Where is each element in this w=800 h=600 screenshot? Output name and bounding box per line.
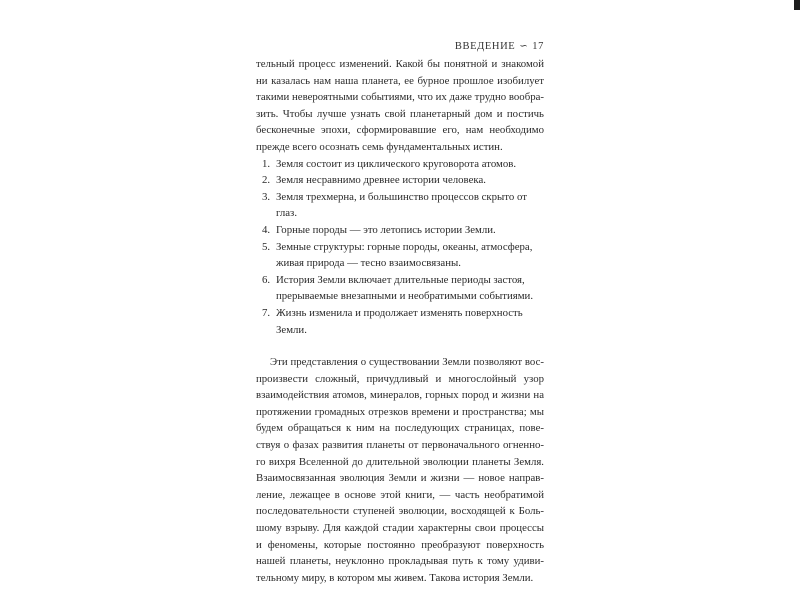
list-item-number: 1. [262, 157, 271, 170]
list-item [256, 222, 544, 239]
list-item-number: 6. [262, 273, 271, 286]
list-item [256, 305, 544, 338]
running-header [256, 40, 544, 56]
list-item-number: 7. [262, 306, 271, 319]
list-item-number: 5. [262, 240, 271, 253]
list-item [256, 272, 544, 305]
fundamental-truths-list [256, 156, 544, 339]
list-item [256, 156, 544, 173]
section-title: ВВЕДЕНИЕ [454, 41, 516, 52]
intro-paragraph: тельный процесс изменений. Какой бы понятной и знакомой ни казалась нам наша планета, ее бурное прошлое изобилует такими невероятными событиями, что их даже трудно вообразить. Чтобы лучше узнать свой планетарный дом и постичь бесконечные эпохи, сформировавшие его, нам необходимо прежде всего осознать семь фундаментальных истин. [256, 58, 544, 153]
list-item [256, 239, 544, 272]
list-item-text: Земные структуры: горные породы, океаны, атмосфера, живая природа — тесно взаимосвязаны. [276, 240, 533, 270]
list-item-text: Земля несравнимо древнее истории человека. [276, 174, 486, 187]
page-edge-mark [794, 0, 800, 10]
list-item [256, 172, 544, 189]
list-item-text: Земля трехмерна, и большинство процессов скрыто от глаз. [276, 190, 527, 220]
list-item-text: Земля состоит из циклического круговорота атомов. [276, 157, 517, 170]
main-paragraph: Эти представления о существовании Земли позволяют воспроизвести сложный, причудливый и многослойный узор взаимодействия атомов, минералов, горных пород и жизни на протяжении громадных отрезков времени и пространства; мы будем обращаться к ним на последующих страницах, повествуя о фазах развития планеты от первоначального огненного вихря Вселенной до длительной эволюции планеты Земля. Взаимосвязанная эволюция Земли и жизни — новое направление, лежащее в основе этой книги, — часть необратимой последовательности ступеней эволюции, восходящей к Большому взрыву. Для каждой стадии характерны свои процессы и феномены, которые постоянно преобразуют поверхность нашей планеты, неуклонно прокладывая путь к тому удивительному миру, в котором мы живем. Такова история Земли. [256, 356, 544, 584]
page-number: 17 [532, 41, 544, 52]
list-item-number: 4. [262, 223, 271, 236]
list-item-number: 2. [262, 174, 271, 187]
ornament-separator: ∽ [519, 41, 529, 52]
list-item-text: История Земли включает длительные периоды застоя, прерываемые внезапными и необратимыми событиями. [276, 273, 534, 303]
list-item-text: Горные породы — это летопись истории Земли. [276, 223, 496, 236]
list-item-number: 3. [262, 190, 271, 203]
list-item-text: Жизнь изменила и продолжает изменять поверхность Земли. [276, 306, 523, 336]
list-item [256, 189, 544, 222]
book-page [256, 40, 544, 586]
